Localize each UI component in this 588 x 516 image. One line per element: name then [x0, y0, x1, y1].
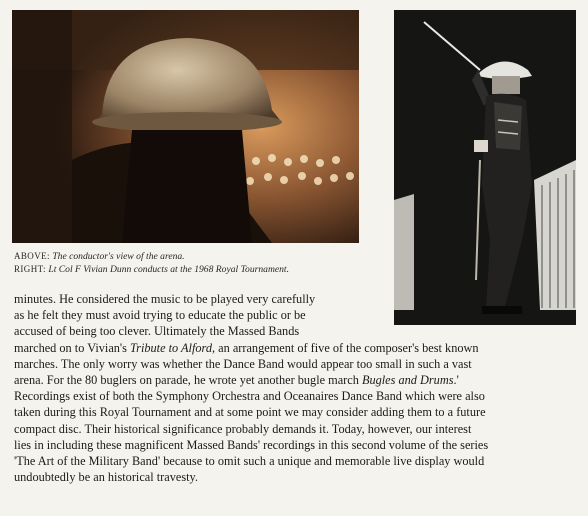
caption-right-text: Lt Col F Vivian Dunn conducts at the 1968 Royal Tournament. — [48, 264, 289, 275]
body-line: Recordings exist of both the Symphony Orchestra and Oceanaires Dance Band which were also — [14, 389, 485, 403]
body-line: lies in including these magnificent Massed Bands' recordings in this second volume of the series — [14, 438, 489, 452]
body-line: undoubtedly be an historical travesty. — [14, 470, 198, 484]
caption-above-text: The conductor's view of the arena. — [52, 251, 185, 262]
photo-captions — [14, 250, 374, 276]
body-line: taken during this Royal Tournament and at some point we may consider adding them to a future — [14, 405, 486, 419]
arena-photo — [12, 10, 359, 243]
body-line: 'The Art of the Military Band' because to omit such a unique and memorable live display would — [14, 454, 485, 468]
body-text: .' — [453, 373, 459, 387]
body-line — [14, 340, 584, 356]
bugles-title: Bugles and Drums — [361, 373, 454, 387]
caption-right-lead: RIGHT: — [14, 264, 46, 274]
body-text: marched on to Vivian's — [14, 341, 130, 355]
conductor-photo — [394, 10, 576, 325]
body-line: marches. The only worry was whether the Dance Band would appear too small in such a vast — [14, 357, 472, 371]
caption-above-lead: ABOVE: — [14, 251, 50, 261]
body-text: arena. For the 80 buglers on parade, he wrote yet another bugle march — [14, 373, 362, 387]
body-line: as he felt they must avoid trying to educate the public or be — [14, 308, 306, 322]
body-line: compact disc. Their historical significance probably demands it. Today, however, our interest — [14, 422, 472, 436]
body-line: minutes. He considered the music to be played very carefully — [14, 292, 316, 306]
body-line — [14, 372, 584, 388]
body-text: , an arrangement of five of the composer's best known — [212, 341, 479, 355]
caption-right — [14, 263, 374, 276]
body-line: accused of being too clever. Ultimately the Massed Bands — [14, 324, 300, 338]
caption-above — [14, 250, 374, 263]
tribute-title: Tribute to Alford — [130, 341, 212, 355]
